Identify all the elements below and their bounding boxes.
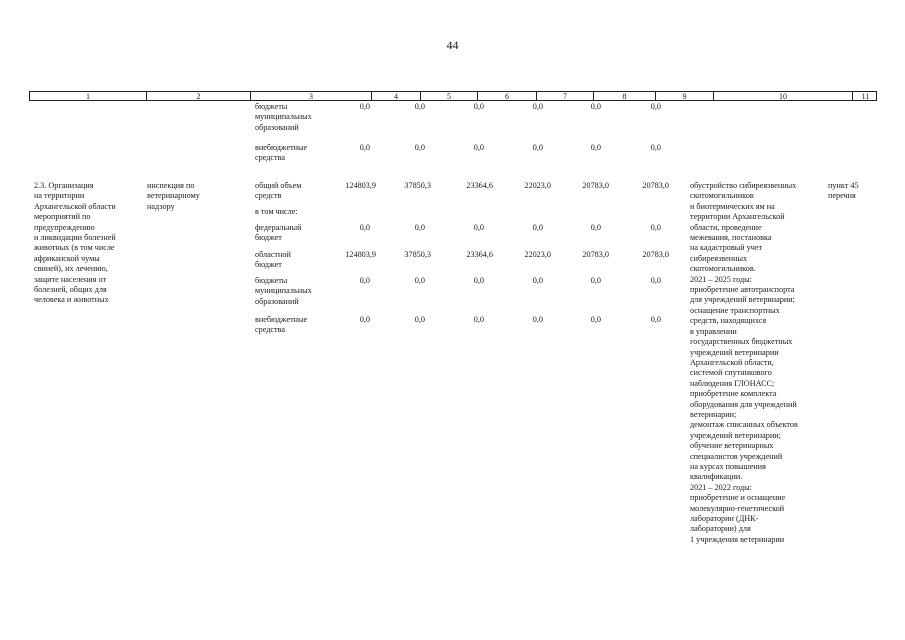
cell-value: 37850,3	[404, 181, 431, 190]
header-col-1: 1	[86, 92, 90, 101]
cell-value: 37850,3	[404, 250, 431, 259]
cell-value: 0,0	[414, 276, 425, 285]
cell-value: 22023,0	[524, 181, 551, 190]
cell-value: 0,0	[473, 143, 484, 152]
cell-value: 0,0	[650, 143, 661, 152]
cell-value: 0,0	[650, 223, 661, 232]
header-col-11: 11	[852, 92, 878, 100]
row-label: областной бюджет	[255, 250, 291, 270]
cell-value: 0,0	[650, 315, 661, 324]
cell-value: 20783,0	[642, 250, 669, 259]
cell-value: 0,0	[359, 102, 370, 111]
cell-value: 20783,0	[642, 181, 669, 190]
row-label: внебюджетные средства	[255, 143, 308, 163]
responsible-executor: инспекция по ветеринарному надзору	[147, 181, 200, 211]
row-label: федеральный бюджет	[255, 223, 302, 243]
measure-name: 2.3. Организация на территории Архангельской области мероприятий по предупреждению и ликвидации болезней животных (в том числе африканской чумы свиней), их лечению, защите населения от болезней, общих для человека и животных	[34, 181, 116, 305]
reference-item: пункт 45 перечня	[828, 181, 859, 201]
column-number-header	[29, 91, 877, 101]
cell-value: 0,0	[414, 102, 425, 111]
cell-value: 0,0	[414, 223, 425, 232]
cell-value: 23364,6	[466, 181, 493, 190]
header-col-4: 4	[371, 92, 420, 100]
expected-results: обустройство сибиреязвенных скотомогильников и биотермических ям на территории Архангельской области, проведение межевания, постановка на кадастровый учет сибиреязвенных скотомогильников. 2021 – 2025 годы: приобретение автотранспорта для учреждений ветеринарии; оснащение транспортных средств, находящихся в управлении государственных бюджетных учреждений ветеринарии Архангельской области, системой спутникового наблюдения ГЛОНАСС; приобретение комплекта оборудования для учреждений ветеринарии; демонтаж списанных объектов учреждений ветеринарии; обучение ветеринарных специалистов учреждений на курсах повышения квалификации. 2021 – 2022 годы: приобретение и оснащение молекулярно-генетической лаборатории (ДНК- лаборатории) для 1 учреждения ветеринарии	[690, 181, 798, 544]
cell-value: 0,0	[590, 276, 601, 285]
row-label: бюджеты муниципальных образований	[255, 102, 312, 132]
cell-value: 0,0	[359, 223, 370, 232]
header-col-7: 7	[536, 92, 593, 100]
row-label: в том числе:	[255, 207, 298, 216]
cell-value: 0,0	[473, 223, 484, 232]
cell-value: 0,0	[414, 315, 425, 324]
header-col-9: 9	[655, 92, 713, 100]
cell-value: 0,0	[532, 143, 543, 152]
cell-value: 0,0	[590, 315, 601, 324]
header-col-8: 8	[593, 92, 655, 100]
cell-value: 0,0	[532, 315, 543, 324]
cell-value: 20783,0	[582, 181, 609, 190]
cell-value: 20783,0	[582, 250, 609, 259]
cell-value: 0,0	[359, 276, 370, 285]
cell-value: 0,0	[590, 102, 601, 111]
header-col-5: 5	[420, 92, 477, 100]
row-label: бюджеты муниципальных образований	[255, 276, 312, 306]
header-col-6: 6	[477, 92, 536, 100]
header-col-2: 2	[146, 92, 250, 100]
cell-value: 0,0	[414, 143, 425, 152]
cell-value: 0,0	[532, 223, 543, 232]
cell-value: 0,0	[473, 315, 484, 324]
cell-value: 23364,6	[466, 250, 493, 259]
header-col-10: 10	[713, 92, 852, 100]
cell-value: 0,0	[473, 102, 484, 111]
page-number: 44	[446, 38, 459, 52]
cell-value: 0,0	[650, 276, 661, 285]
cell-value: 0,0	[590, 143, 601, 152]
cell-value: 0,0	[532, 276, 543, 285]
cell-value: 124803,9	[345, 250, 376, 259]
row-label: внебюджетные средства	[255, 315, 308, 335]
header-col-3: 3	[250, 92, 371, 100]
cell-value: 0,0	[532, 102, 543, 111]
cell-value: 22023,0	[524, 250, 551, 259]
row-label: общий объем средств	[255, 181, 302, 201]
cell-value: 0,0	[650, 102, 661, 111]
cell-value: 0,0	[359, 143, 370, 152]
cell-value: 0,0	[590, 223, 601, 232]
cell-value: 0,0	[359, 315, 370, 324]
cell-value: 124803,9	[345, 181, 376, 190]
cell-value: 0,0	[473, 276, 484, 285]
